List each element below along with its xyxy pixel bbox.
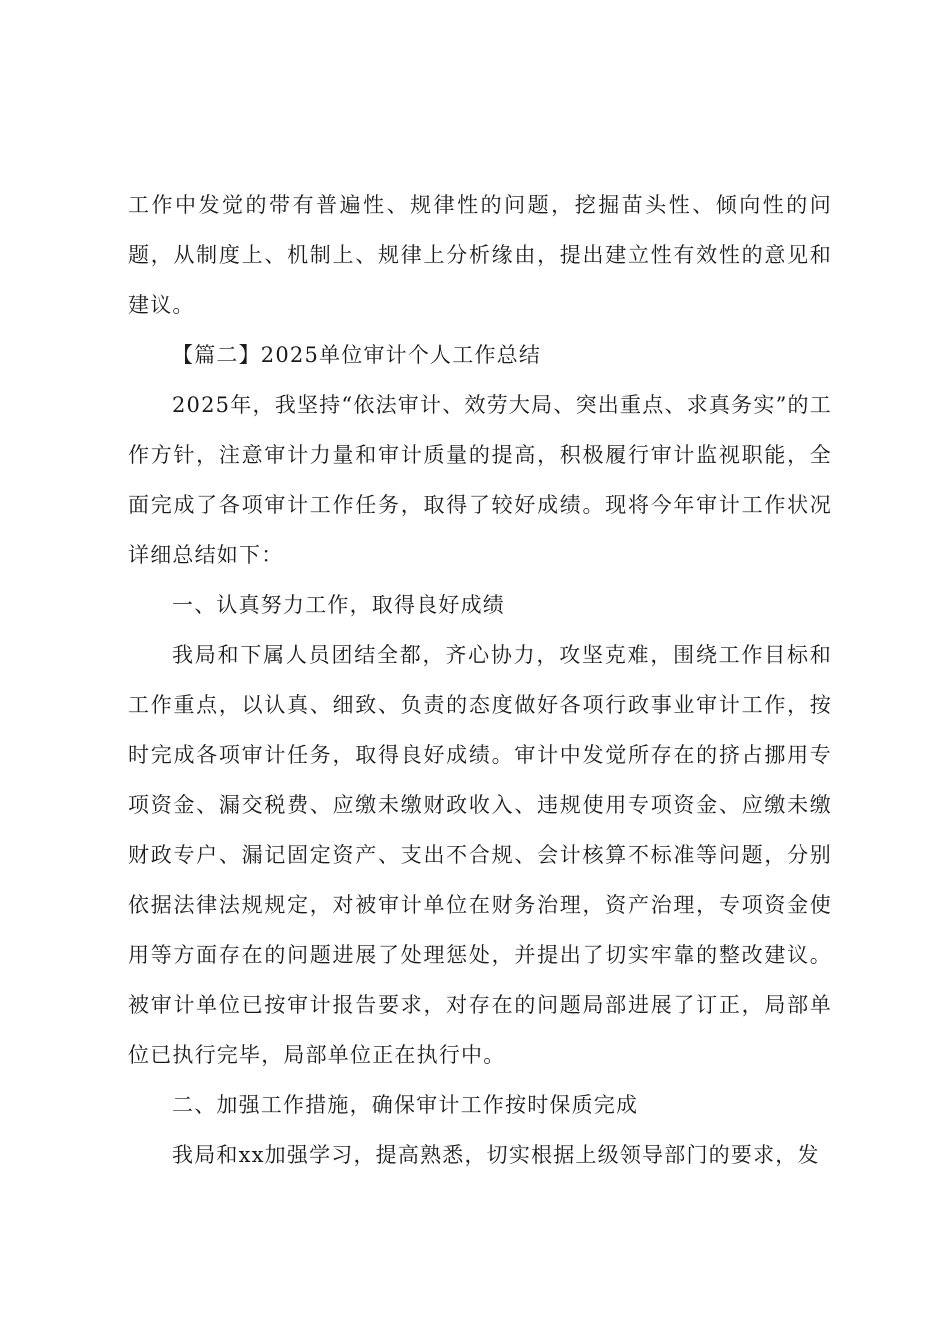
paragraph-achievements: 我局和下属人员团结全都，齐心协力，攻坚克难，围绕工作目标和工作重点，以认真、细致、负责的态度做好各项行政事业审计工作，按时完成各项审计任务，取得良好成绩。审计中发觉所存在的挤占挪用专项资金、漏交税费、应缴未缴财政收入、违规使用专项资金、应缴未缴财政专户、漏记固定资产、支出不合规、会计核算不标准等问题，分别依据法律法规规定，对被审计单位在财务治理，资产治理，专项资金使用等方面存在的问题进展了处理惩处，并提出了切实牢靠的整改建议。被审计单位已按审计报告要求，对存在的问题局部进展了订正，局部单位已执行完毕，局部单位正在执行中。 (128, 643, 832, 1067)
paragraph-continuation: 工作中发觉的带有普遍性、规律性的问题，挖掘苗头性、倾向性的问题，从制度上、机制上、规律上分析缘由，提出建立性有效性的意见和建议。 (128, 193, 832, 317)
paragraph-measures: 我局和xx加强学习，提高熟悉，切实根据上级领导部门的要求，发 (172, 1143, 820, 1167)
subheading-two: 二、加强工作措施，确保审计工作按时保质完成 (172, 1093, 639, 1117)
document-body (128, 180, 832, 1180)
subheading-one: 一、认真努力工作，取得良好成绩 (172, 593, 505, 617)
paragraph-intro: 2025年，我坚持“依法审计、效劳大局、突出重点、求真务实”的工作方针，注意审计力量和审计质量的提高，积极履行审计监视职能，全面完成了各项审计工作任务，取得了较好成绩。现将今年审计工作状况详细总结如下： (128, 393, 832, 567)
section-heading-part-two: 【篇二】2025单位审计个人工作总结 (172, 343, 542, 367)
